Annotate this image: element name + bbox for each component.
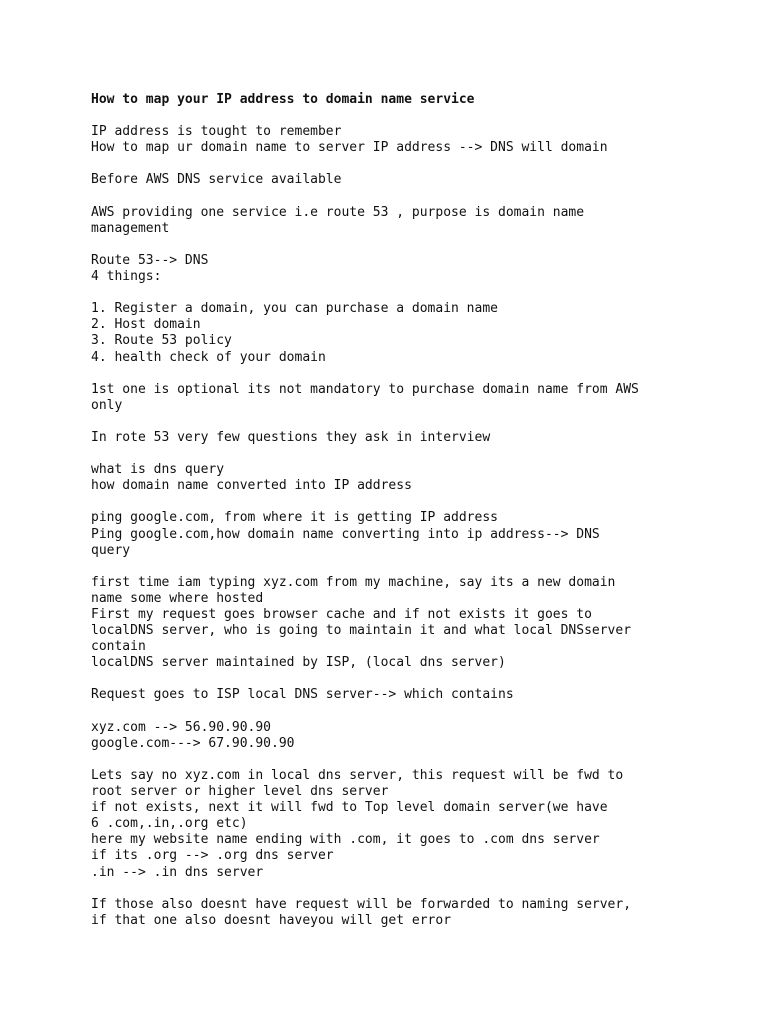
text-line: 1st one is optional its not mandatory to purchase domain name from AWS: [91, 381, 639, 397]
text-line: Route 53--> DNS: [91, 252, 209, 268]
blank-line: [91, 366, 691, 382]
text-line: Lets say no xyz.com in local dns server, this request will be fwd to: [91, 767, 624, 783]
text-line: localDNS server maintained by ISP, (local dns server): [91, 655, 506, 671]
text-line: 6 .com,.in,.org etc): [91, 816, 248, 832]
text-line: IP address is tought to remember: [91, 124, 342, 140]
text-line: how domain name converted into IP address: [91, 478, 412, 494]
text-line: 3. Route 53 policy: [91, 333, 232, 349]
text-line: Before AWS DNS service available: [91, 172, 342, 188]
text-line: .in --> .in dns server: [91, 864, 264, 880]
blank-line: [91, 189, 691, 205]
spacer: [91, 108, 691, 124]
blank-line: [91, 494, 691, 510]
text-line: localDNS server, who is going to maintain it and what local DNSserver: [91, 623, 632, 639]
text-line: xyz.com --> 56.90.90.90: [91, 719, 272, 735]
text-line: 2. Host domain: [91, 317, 201, 333]
blank-line: [91, 881, 691, 897]
text-line: only: [91, 397, 123, 413]
text-line: 4. health check of your domain: [91, 349, 326, 365]
text-line: management: [91, 220, 170, 236]
text-line: If those also doesnt have request will be forwarded to naming server,: [91, 896, 632, 912]
text-line: 1. Register a domain, you can purchase a domain name: [91, 301, 498, 317]
blank-line: [91, 446, 691, 462]
blank-line: [91, 671, 691, 687]
text-line: first time iam typing xyz.com from my machine, say its a new domain: [91, 574, 616, 590]
blank-line: [91, 414, 691, 430]
blank-line: [91, 237, 691, 253]
text-line: Request goes to ISP local DNS server--> which contains: [91, 687, 514, 703]
document-title: How to map your IP address to domain name service: [91, 92, 475, 107]
text-line: AWS providing one service i.e route 53 , purpose is domain name: [91, 204, 585, 220]
document-body: [91, 124, 691, 929]
text-line: if that one also doesnt haveyou will get error: [91, 912, 452, 928]
blank-line: [91, 285, 691, 301]
text-line: root server or higher level dns server: [91, 784, 389, 800]
text-line: In rote 53 very few questions they ask in interview: [91, 429, 491, 445]
text-line: 4 things:: [91, 269, 162, 285]
text-line: what is dns query: [91, 462, 225, 478]
text-line: contain: [91, 639, 146, 655]
blank-line: [91, 559, 691, 575]
blank-line: [91, 704, 691, 720]
text-line: if its .org --> .org dns server: [91, 848, 334, 864]
text-line: query: [91, 542, 131, 558]
text-line: if not exists, next it will fwd to Top level domain server(we have: [91, 800, 608, 816]
document-page: [91, 92, 691, 929]
blank-line: [91, 752, 691, 768]
text-line: Ping google.com,how domain name converting into ip address--> DNS: [91, 526, 600, 542]
blank-line: [91, 156, 691, 172]
text-line: name some where hosted: [91, 590, 264, 606]
text-line: First my request goes browser cache and if not exists it goes to: [91, 607, 592, 622]
text-line: ping google.com, from where it is getting IP address: [91, 510, 498, 526]
text-line: here my website name ending with .com, it goes to .com dns server: [91, 832, 600, 848]
text-line: google.com---> 67.90.90.90: [91, 735, 295, 751]
text-line: How to map ur domain name to server IP address --> DNS will domain: [91, 140, 608, 156]
